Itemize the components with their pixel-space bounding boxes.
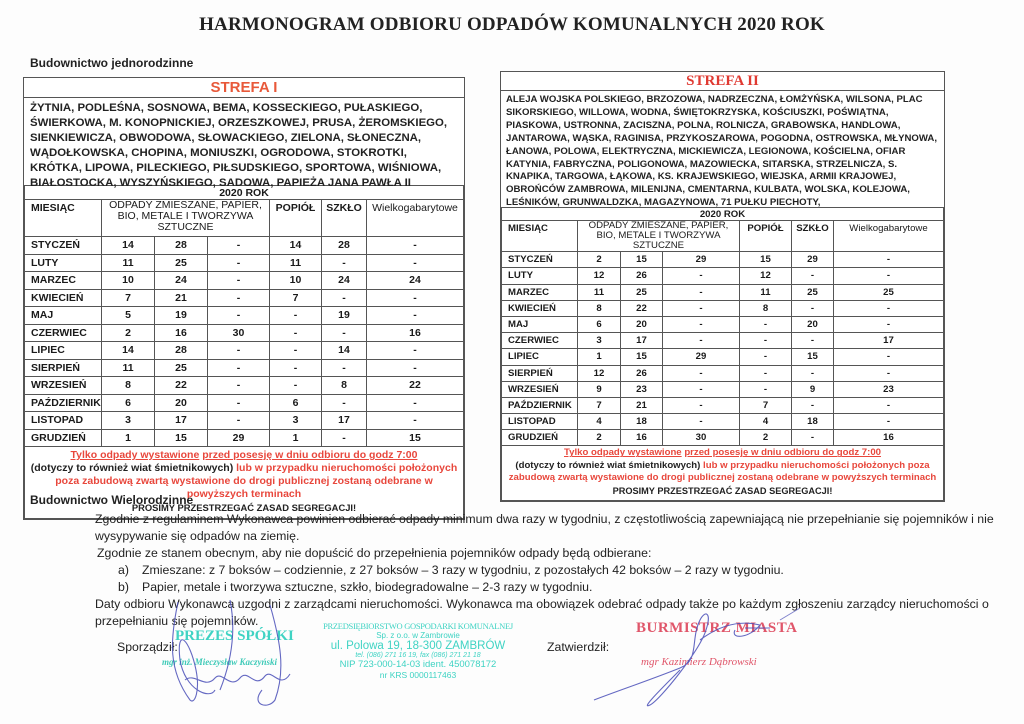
zone-2-title: STREFA II bbox=[501, 72, 944, 91]
mixed-date-3: - bbox=[208, 342, 270, 360]
mixed-date-2: 25 bbox=[155, 254, 208, 272]
glass-date: 29 bbox=[792, 252, 834, 268]
month-cell: MARZEC bbox=[25, 272, 102, 290]
single-family-label: Budownictwo jednorodzinne bbox=[30, 56, 194, 70]
item-a-marker: a) bbox=[118, 563, 129, 577]
ash-date: - bbox=[740, 333, 792, 349]
mixed-date-1: 10 bbox=[102, 272, 155, 290]
mixed-date-2: 15 bbox=[155, 429, 208, 447]
mixed-date-1: 6 bbox=[102, 394, 155, 412]
mixed-date-2: 17 bbox=[155, 412, 208, 430]
mixed-date-2: 25 bbox=[621, 284, 663, 300]
mixed-date-1: 5 bbox=[102, 307, 155, 325]
mixed-date-1: 3 bbox=[578, 333, 621, 349]
header-month: MIESIĄC bbox=[502, 221, 578, 252]
bulky-date: - bbox=[367, 254, 464, 272]
item-b-text: Papier, metale i tworzywa sztuczne, szkło, biodegradowalne – 2-3 razy w tygodniu. bbox=[142, 580, 593, 594]
ash-date: 12 bbox=[740, 268, 792, 284]
ash-date: - bbox=[270, 342, 322, 360]
zone-1-streets: ŻYTNIA, PODLEŚNA, SOSNOWA, BEMA, KOSSECKIEGO, PUŁASKIEGO, ŚWIERKOWA, M. KONOPNICKIEJ, ORZESZKOWEJ, PRUSA, ŻEROMSKIEGO, SIENKIEWICZA, OBWODOWA, SŁOWACKIEGO, ZIELONA, SŁONECZNA, WĄDOŁKOWSKA, CHOPINA, MONIUSZKI, OGRODOWA, STOKROTKI, KRÓTKA, LIPOWA, PILECKIEGO, PIŁSUDSKIEGO, SPORTOWA, WIŚNIOWA, BIAŁOSTOCKA, WYSZYŃSKIEGO, SADOWA, PAPIEŻA JANA PAWŁA II bbox=[24, 98, 464, 186]
glass-date: 28 bbox=[322, 237, 367, 255]
notice-line-1a: Tylko odpady wystawione bbox=[70, 449, 200, 461]
mixed-date-1: 7 bbox=[102, 289, 155, 307]
mixed-date-3: - bbox=[663, 365, 740, 381]
zone-2-streets: ALEJA WOJSKA POLSKIEGO, BRZOZOWA, NADRZECZNA, ŁOMŻYŃSKA, WILSONA, PLAC SIKORSKIEGO, WILLOWA, WODNA, ŚWIĘTOKRZYSKA, KOŚCIUSZKI, POŚWIĄTNA, PIASKOWA, USTRONNA, ZACISZNA, POLNA, ROLNICZA, GRABOWSKA, HANDLOWA, JANTAROWA, WĄSKA, RAGINISA, PRZYKOSZAROWA, POGODNA, OSTROWSKA, MŁYNOWA, ŁANOWA, POLOWA, ELEKTRYCZNA, MICKIEWICZA, LEGIONOWA, KOŚCIELNA, OFIAR KATYNIA, FABRYCZNA, POLIGONOWA, MAZOWIECKA, SITARSKA, STRZELNICZA, S. KNAPIKA, TARGOWA, ŁĄKOWA, KS. KRAJEWSKIEGO, WIEJSKA, ARMII KRAJOWEJ, OBROŃCÓW ZAMBROWA, MILENIJNA, CMENTARNA, KULBATA, WOLSKA, KOLEJOWA, LEŚNIKÓW, GRUNWALDZKA, MAGAZYNOWA, 71 PUŁKU PIECHOTY, bbox=[501, 91, 944, 208]
header-bulky: Wielkogabarytowe bbox=[834, 221, 944, 252]
mixed-date-1: 8 bbox=[102, 377, 155, 395]
multi-family-para-3: Daty odbioru Wykonawca uzgodni z zarządcami nieruchomości. Wykonawca ma obowiązek odebrać odpady także po każdym zgłoszeniu zarządcy nieruchomości o przepełnianiu się pojemników. bbox=[95, 597, 989, 628]
mixed-date-1: 14 bbox=[102, 342, 155, 360]
mixed-date-3: - bbox=[663, 333, 740, 349]
mixed-date-2: 16 bbox=[621, 430, 663, 446]
ash-date: - bbox=[740, 349, 792, 365]
notice-segregation: PROSIMY PRZESTRZEGAĆ ZASAD SEGREGACJI! bbox=[612, 485, 833, 496]
company-stamp-line: Sp. z o.o. w Zambrowie bbox=[376, 631, 460, 640]
month-cell: SIERPIEŃ bbox=[502, 365, 578, 381]
notice-line-2a: (dotyczy to również wiat śmietnikowych) bbox=[30, 462, 234, 474]
ash-date: - bbox=[740, 316, 792, 332]
header-ash: POPIÓŁ bbox=[270, 200, 322, 237]
mixed-date-1: 4 bbox=[578, 414, 621, 430]
mixed-date-2: 15 bbox=[621, 349, 663, 365]
ash-date: 2 bbox=[740, 430, 792, 446]
bulky-date: 16 bbox=[367, 324, 464, 342]
zone-1-year: 2020 ROK bbox=[25, 186, 464, 200]
glass-date: - bbox=[322, 324, 367, 342]
mixed-date-1: 1 bbox=[578, 349, 621, 365]
bulky-date: - bbox=[834, 252, 944, 268]
month-cell: LIPIEC bbox=[502, 349, 578, 365]
notice-line-2b: lub w przypadku nieruchomości położonych poza zabudową zwartą wystawione do drogi publicznej zostaną odebrane w powyższych terminach bbox=[55, 462, 458, 500]
mixed-date-3: - bbox=[208, 307, 270, 325]
header-glass: SZKŁO bbox=[792, 221, 834, 252]
mixed-date-2: 25 bbox=[155, 359, 208, 377]
mixed-date-3: - bbox=[663, 300, 740, 316]
company-stamp-line: PRZEDSIĘBIORSTWO GOSPODARKI KOMUNALNEJ bbox=[323, 621, 513, 631]
notice-line-1b: przed posesję w dniu odbioru do godz 7:00 bbox=[202, 449, 418, 461]
zone-1-title: STREFA I bbox=[24, 78, 464, 98]
company-stamp-line: nr KRS 0000117463 bbox=[379, 670, 457, 680]
ash-date: - bbox=[270, 359, 322, 377]
mixed-date-2: 28 bbox=[155, 237, 208, 255]
month-cell: STYCZEŃ bbox=[25, 237, 102, 255]
bulky-date: 16 bbox=[834, 430, 944, 446]
handwritten-signature-mayor bbox=[594, 614, 770, 706]
month-cell: WRZESIEŃ bbox=[502, 381, 578, 397]
mixed-date-1: 3 bbox=[102, 412, 155, 430]
month-cell: MAJ bbox=[25, 307, 102, 325]
bulky-date: - bbox=[834, 300, 944, 316]
ash-date: 14 bbox=[270, 237, 322, 255]
company-stamp-line: tel. (086) 271 16 19, fax (086) 271 21 18 bbox=[355, 652, 481, 659]
ash-date: - bbox=[270, 324, 322, 342]
mixed-date-1: 14 bbox=[102, 237, 155, 255]
bulky-date: - bbox=[834, 268, 944, 284]
ash-date: - bbox=[740, 365, 792, 381]
prezes-stamp: PREZES SPÓŁKI bbox=[175, 628, 294, 644]
mixed-date-3: 29 bbox=[208, 429, 270, 447]
mixed-date-3: - bbox=[208, 289, 270, 307]
mayor-stamp: BURMISTRZ MIASTA bbox=[636, 620, 798, 636]
mixed-date-3: 29 bbox=[663, 349, 740, 365]
mixed-date-1: 11 bbox=[102, 254, 155, 272]
glass-date: 8 bbox=[322, 377, 367, 395]
item-a-text: Zmieszane: z 7 boksów – codziennie, z 27 boksów – 3 razy w tygodniu, z pozostałych 42 boksów – 2 razy w tygodniu. bbox=[142, 563, 784, 577]
month-cell: LIPIEC bbox=[25, 342, 102, 360]
mixed-date-3: - bbox=[663, 414, 740, 430]
ash-date: 7 bbox=[270, 289, 322, 307]
ash-date: 11 bbox=[740, 284, 792, 300]
ash-date: 7 bbox=[740, 397, 792, 413]
glass-date: 20 bbox=[792, 316, 834, 332]
ash-date: 4 bbox=[740, 414, 792, 430]
glass-date: - bbox=[792, 430, 834, 446]
mixed-date-1: 9 bbox=[578, 381, 621, 397]
mixed-date-3: - bbox=[208, 394, 270, 412]
month-cell: PAŹDZIERNIK bbox=[25, 394, 102, 412]
ash-date: 15 bbox=[740, 252, 792, 268]
bulky-date: - bbox=[834, 349, 944, 365]
mixed-date-2: 24 bbox=[155, 272, 208, 290]
glass-date: - bbox=[792, 268, 834, 284]
bulky-date: 15 bbox=[367, 429, 464, 447]
mixed-date-1: 11 bbox=[578, 284, 621, 300]
mixed-date-3: - bbox=[208, 412, 270, 430]
mixed-date-2: 23 bbox=[621, 381, 663, 397]
notice-line-2b: lub w przypadku nieruchomości położonych poza zabudową zwartą wystawione do drogi publicznej zostaną odebrane w powyższych terminach bbox=[508, 459, 937, 484]
ash-date: 3 bbox=[270, 412, 322, 430]
month-cell: CZERWIEC bbox=[25, 324, 102, 342]
header-ash: POPIÓŁ bbox=[740, 221, 792, 252]
month-cell: PAŹDZIERNIK bbox=[502, 397, 578, 413]
mixed-date-3: - bbox=[663, 316, 740, 332]
mixed-date-2: 21 bbox=[621, 397, 663, 413]
glass-date: 14 bbox=[322, 342, 367, 360]
bulky-date: - bbox=[367, 359, 464, 377]
glass-date: 24 bbox=[322, 272, 367, 290]
month-cell: MAJ bbox=[502, 316, 578, 332]
mixed-date-1: 6 bbox=[578, 316, 621, 332]
glass-date: 15 bbox=[792, 349, 834, 365]
bulky-date: - bbox=[834, 316, 944, 332]
bulky-date: - bbox=[834, 414, 944, 430]
bulky-date: 22 bbox=[367, 377, 464, 395]
mixed-date-1: 12 bbox=[578, 268, 621, 284]
bulky-date: 24 bbox=[367, 272, 464, 290]
month-cell: MARZEC bbox=[502, 284, 578, 300]
header-month: MIESIĄC bbox=[25, 200, 102, 237]
mixed-date-2: 26 bbox=[621, 268, 663, 284]
mixed-date-3: 30 bbox=[663, 430, 740, 446]
notice-line-1b: przed posesję w dniu odbioru do godz 7:00 bbox=[684, 447, 881, 459]
glass-date: 17 bbox=[322, 412, 367, 430]
ash-date: - bbox=[270, 377, 322, 395]
glass-date: - bbox=[322, 289, 367, 307]
notice-line-1a: Tylko odpady wystawione bbox=[564, 447, 682, 459]
mixed-date-1: 2 bbox=[102, 324, 155, 342]
mixed-date-1: 2 bbox=[578, 252, 621, 268]
mixed-date-3: - bbox=[208, 359, 270, 377]
mixed-date-3: - bbox=[663, 284, 740, 300]
mixed-date-2: 17 bbox=[621, 333, 663, 349]
zone-2-year: 2020 ROK bbox=[502, 208, 944, 221]
notice-line-2a: (dotyczy to również wiat śmietnikowych) bbox=[515, 459, 701, 471]
header-mixed-waste: ODPADY ZMIESZANE, PAPIER, BIO, METALE I TWORZYWA SZTUCZNE bbox=[102, 200, 270, 237]
mixed-date-2: 28 bbox=[155, 342, 208, 360]
month-cell: CZERWIEC bbox=[502, 333, 578, 349]
item-b-marker: b) bbox=[118, 580, 129, 594]
mixed-date-1: 12 bbox=[578, 365, 621, 381]
bulky-date: - bbox=[367, 342, 464, 360]
month-cell: STYCZEŃ bbox=[502, 252, 578, 268]
month-cell: KWIECIEŃ bbox=[502, 300, 578, 316]
company-stamp-line: NIP 723-000-14-03 ident. 450078172 bbox=[339, 659, 497, 670]
multi-family-para-2: Zgodnie ze stanem obecnym, aby nie dopuścić do przepełnienia pojemników odpady będą odbierane: bbox=[97, 546, 652, 560]
bulky-date: - bbox=[367, 394, 464, 412]
month-cell: SIERPIEŃ bbox=[25, 359, 102, 377]
glass-date: - bbox=[322, 394, 367, 412]
glass-date: - bbox=[792, 397, 834, 413]
mixed-date-3: 29 bbox=[663, 252, 740, 268]
mixed-date-3: 30 bbox=[208, 324, 270, 342]
mixed-date-2: 18 bbox=[621, 414, 663, 430]
glass-date: - bbox=[322, 254, 367, 272]
mixed-date-3: - bbox=[663, 381, 740, 397]
month-cell: WRZESIEŃ bbox=[25, 377, 102, 395]
multi-family-para-1: Zgodnie z regulaminem Wykonawca powinien odbierać odpady minimum dwa razy w tygodniu, z częstotliwością zapewniającą nie przepełnianie się pojemników i nie wysypywanie się odpadów na ziemię. bbox=[95, 512, 994, 543]
mixed-date-2: 20 bbox=[155, 394, 208, 412]
glass-date: 9 bbox=[792, 381, 834, 397]
month-cell: GRUDZIEŃ bbox=[25, 429, 102, 447]
header-glass: SZKŁO bbox=[322, 200, 367, 237]
month-cell: LUTY bbox=[25, 254, 102, 272]
ash-date: 1 bbox=[270, 429, 322, 447]
multi-family-label: Budownictwo Wielorodzinne bbox=[30, 493, 194, 507]
mixed-date-1: 1 bbox=[102, 429, 155, 447]
mixed-date-1: 7 bbox=[578, 397, 621, 413]
mixed-date-1: 2 bbox=[578, 430, 621, 446]
ash-date: - bbox=[740, 381, 792, 397]
month-cell: GRUDZIEŃ bbox=[502, 430, 578, 446]
month-cell: LISTOPAD bbox=[502, 414, 578, 430]
mixed-date-2: 22 bbox=[621, 300, 663, 316]
ash-date: 11 bbox=[270, 254, 322, 272]
glass-date: - bbox=[322, 429, 367, 447]
month-cell: LISTOPAD bbox=[25, 412, 102, 430]
mixed-date-1: 8 bbox=[578, 300, 621, 316]
mixed-date-3: - bbox=[208, 237, 270, 255]
bulky-date: - bbox=[367, 237, 464, 255]
mixed-date-2: 15 bbox=[621, 252, 663, 268]
glass-date: 25 bbox=[792, 284, 834, 300]
bulky-date: - bbox=[367, 307, 464, 325]
glass-date: - bbox=[792, 365, 834, 381]
ash-date: 10 bbox=[270, 272, 322, 290]
document-title: HARMONOGRAM ODBIORU ODPADÓW KOMUNALNYCH 2020 ROK bbox=[199, 14, 825, 35]
mixed-date-3: - bbox=[663, 397, 740, 413]
mixed-date-2: 16 bbox=[155, 324, 208, 342]
bulky-date: 23 bbox=[834, 381, 944, 397]
bulky-date: - bbox=[367, 289, 464, 307]
mixed-date-2: 20 bbox=[621, 316, 663, 332]
mixed-date-1: 11 bbox=[102, 359, 155, 377]
header-mixed-waste: ODPADY ZMIESZANE, PAPIER, BIO, METALE I TWORZYWA SZTUCZNE bbox=[578, 221, 740, 252]
glass-date: - bbox=[322, 359, 367, 377]
mixed-date-3: - bbox=[208, 254, 270, 272]
mixed-date-2: 22 bbox=[155, 377, 208, 395]
mixed-date-2: 19 bbox=[155, 307, 208, 325]
ash-date: 8 bbox=[740, 300, 792, 316]
glass-date: 19 bbox=[322, 307, 367, 325]
glass-date: 18 bbox=[792, 414, 834, 430]
glass-date: - bbox=[792, 300, 834, 316]
month-cell: KWIECIEŃ bbox=[25, 289, 102, 307]
mixed-date-2: 26 bbox=[621, 365, 663, 381]
bulky-date: - bbox=[834, 397, 944, 413]
mayor-name-stamp: mgr Kazimierz Dąbrowski bbox=[641, 656, 757, 668]
company-stamp-line: ul. Polowa 19, 18-300 ZAMBRÓW bbox=[330, 640, 506, 652]
mixed-date-2: 21 bbox=[155, 289, 208, 307]
bulky-date: 25 bbox=[834, 284, 944, 300]
mixed-date-3: - bbox=[208, 272, 270, 290]
ash-date: 6 bbox=[270, 394, 322, 412]
bulky-date: - bbox=[367, 412, 464, 430]
notice-segregation: PROSIMY PRZESTRZEGAĆ ZASAD SEGREGACJI! bbox=[131, 502, 357, 513]
prezes-name-stamp: mgr inż. Mieczysław Kaczyński bbox=[162, 657, 278, 667]
bulky-date: 17 bbox=[834, 333, 944, 349]
prepared-by-label: Sporządził: bbox=[117, 640, 178, 654]
header-bulky: Wielkogabarytowe bbox=[367, 200, 464, 237]
bulky-date: - bbox=[834, 365, 944, 381]
glass-date: - bbox=[792, 333, 834, 349]
approved-by-label: Zatwierdził: bbox=[547, 640, 610, 654]
ash-date: - bbox=[270, 307, 322, 325]
mixed-date-3: - bbox=[663, 268, 740, 284]
month-cell: LUTY bbox=[502, 268, 578, 284]
mixed-date-3: - bbox=[208, 377, 270, 395]
